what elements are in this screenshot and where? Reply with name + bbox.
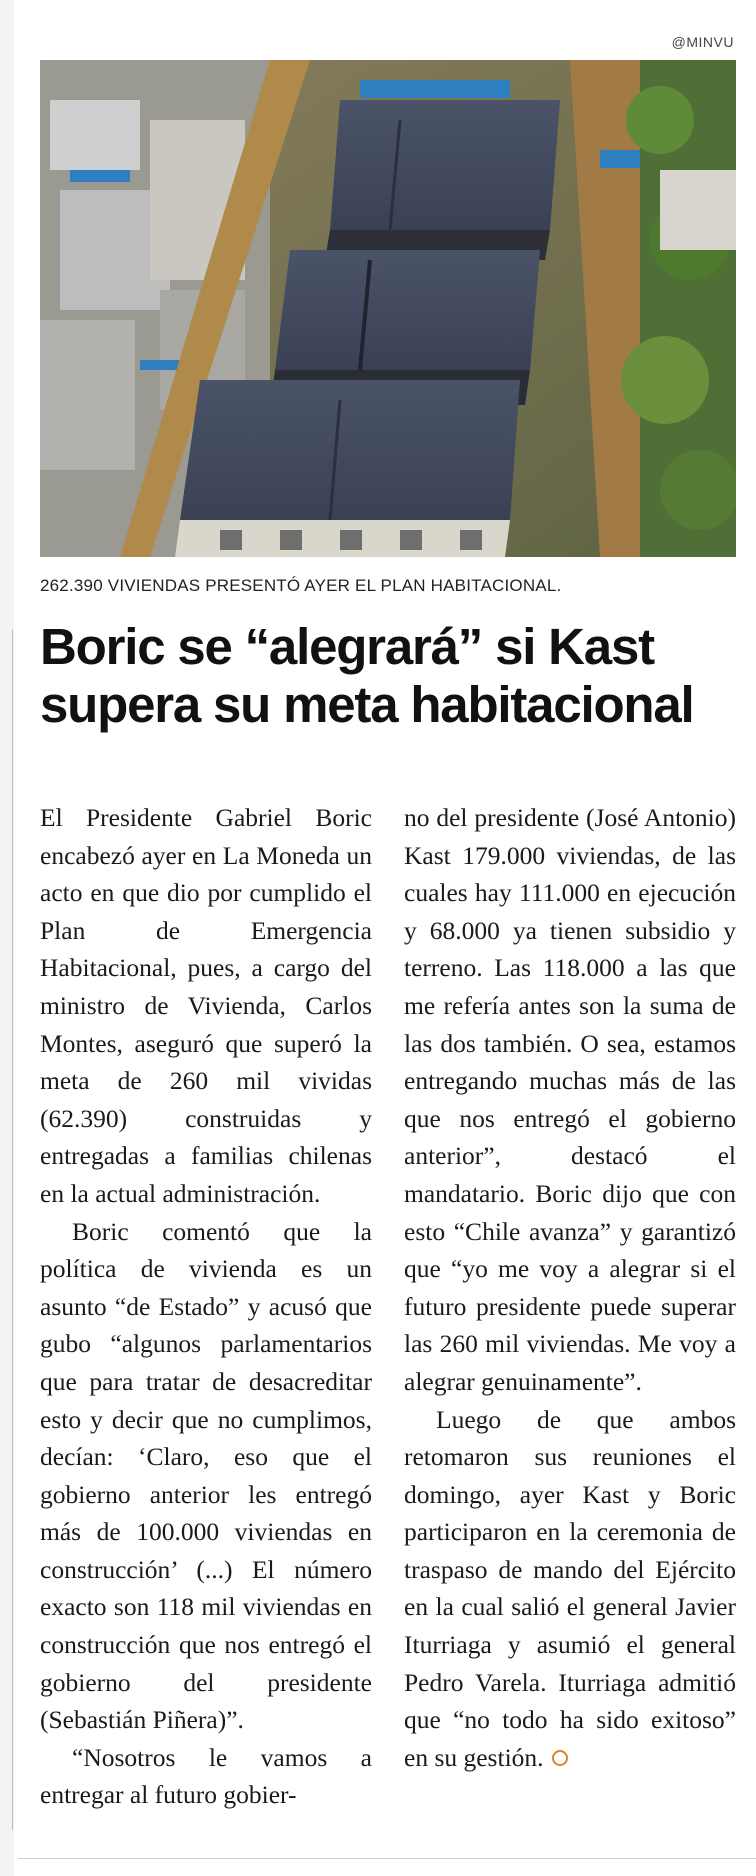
article-column-2	[404, 799, 736, 1776]
paragraph: El Presidente Gabriel Boric encabezó ayer en La Moneda un acto en que dio por cumplido el Plan de Emergencia Habitacional, pues, a cargo del ministro de Vivienda, Carlos Montes, aseguró que superó la meta de 260 mil vividas (62.390) construidas y entregadas a familias chilenas en la actual administración.	[40, 803, 372, 1208]
end-of-article-icon	[552, 1750, 568, 1766]
margin-rule	[12, 630, 13, 1830]
aerial-housing-photo-icon	[40, 60, 736, 557]
paragraph: no del presidente (José Antonio) Kast 179.000 viviendas, de las cuales hay 111.000 en ejecución y 68.000 ya tienen subsidio y terreno. Las 118.000 a las que me refería antes son la suma de las dos también. O sea, estamos entregando muchas más de las que nos entregó el gobierno anterior”, destacó el mandatario. Boric dijo que con esto “Chile avanza” y garantizó que “yo me voy a alegrar si el futuro presidente puede superar las 260 mil viviendas. Me voy a alegrar genuinamente”.	[404, 803, 736, 1396]
photo-credit: @MINVU	[671, 34, 734, 50]
article-body	[40, 799, 736, 1829]
headline: Boric se “alegrará” si Kast supera su meta habitacional	[40, 618, 694, 733]
aerial-housing-photo	[40, 60, 736, 557]
bottom-divider	[18, 1858, 756, 1859]
paragraph: “Nosotros le vamos a entregar al futuro gobier-	[40, 1742, 372, 1810]
paragraph-text: Luego de que ambos retomaron sus reuniones el domingo, ayer Kast y Boric participaron en la ceremonia de traspaso de mando del Ejército en la cual salió el general Javier Iturriaga y asumió el general Pedro Varela. Iturriaga admitió que “no todo ha sido exitoso” en su gestión.	[404, 1404, 736, 1772]
article-column-1	[40, 799, 372, 1814]
paragraph: Boric comentó que la política de vivienda es un asunto “de Estado” y acusó que gubo “algunos parlamentarios que para tratar de desacreditar esto y decir que no cumplimos, decían: ‘Claro, eso que el gobierno anterior les entregó más de 100.000 viviendas en construcción’ (...) El número exacto son 118 mil viviendas en construcción que nos entregó el gobierno del presidente (Sebastián Piñera)”.	[40, 1216, 372, 1735]
paragraph-final	[404, 1401, 736, 1777]
page-left-margin	[0, 0, 14, 1876]
photo-caption: 262.390 VIVIENDAS PRESENTÓ AYER EL PLAN HABITACIONAL.	[40, 576, 562, 595]
